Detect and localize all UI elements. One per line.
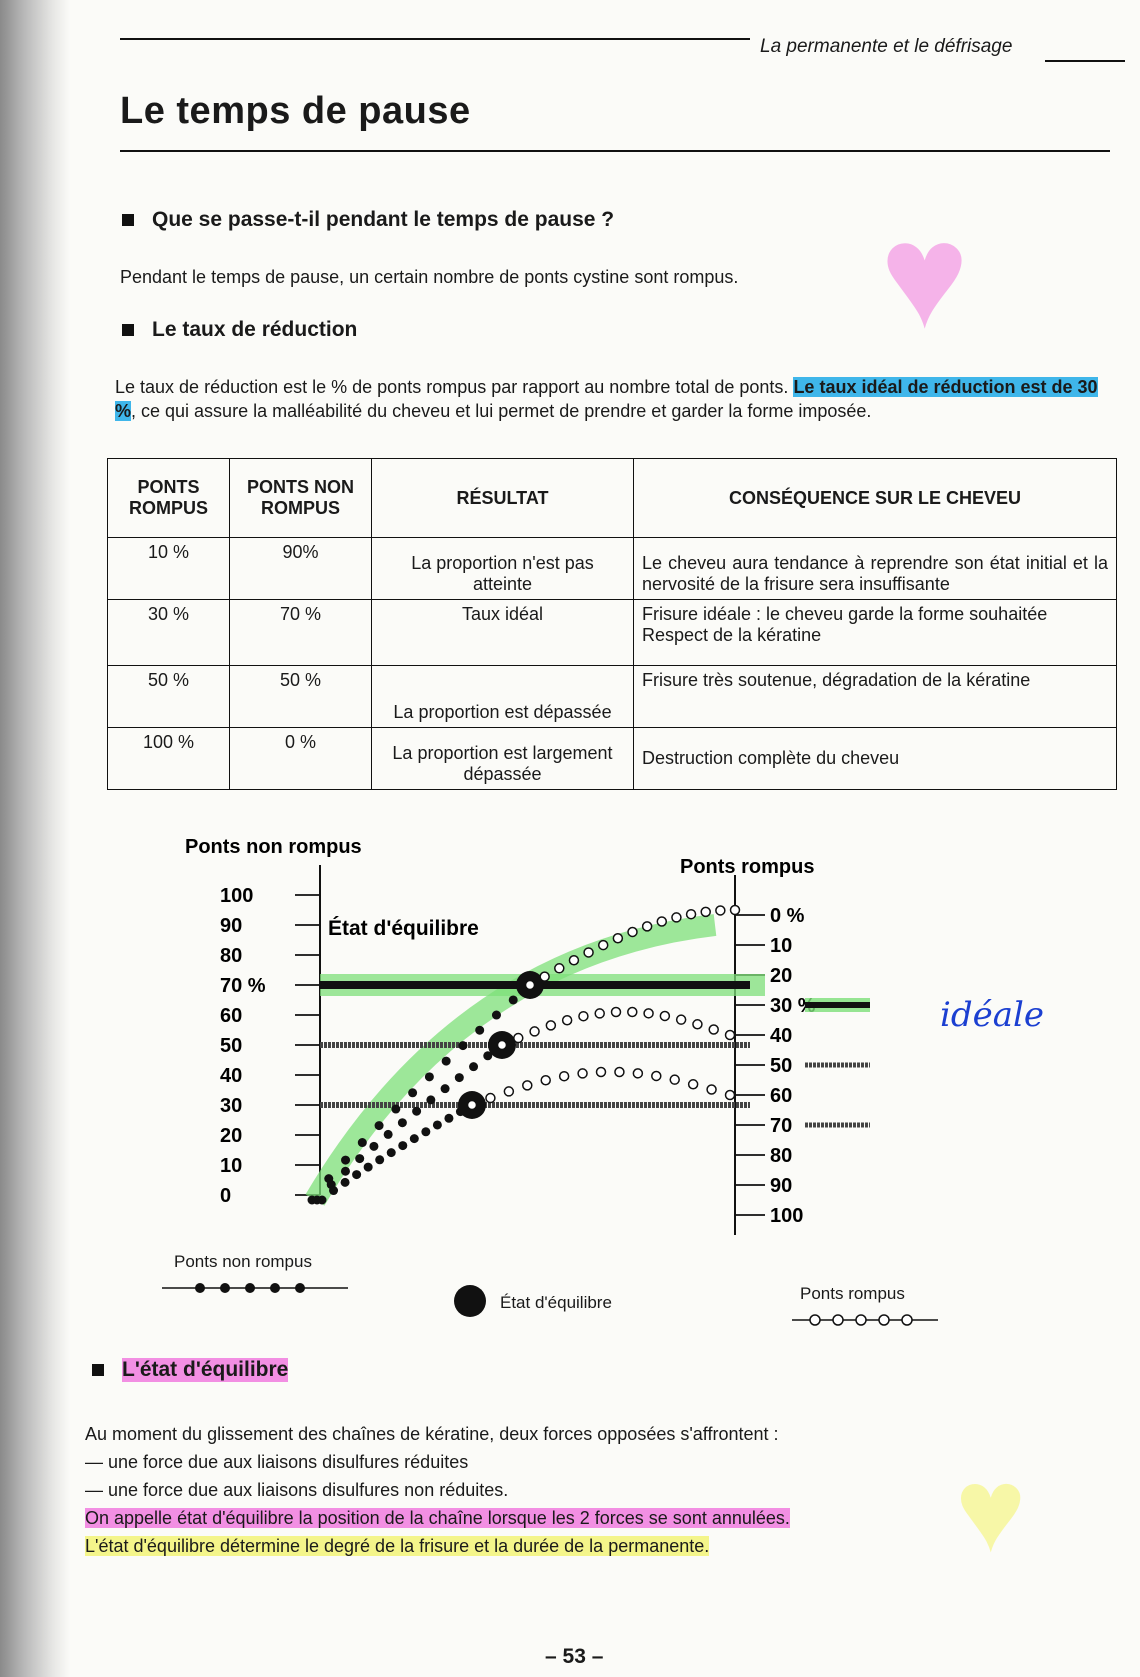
rompus-point — [687, 910, 696, 919]
rompus-point — [560, 1072, 569, 1081]
non-rompus-point — [441, 1084, 450, 1093]
rompus-point — [726, 1031, 735, 1040]
rompus-point — [657, 917, 666, 926]
rompus-point — [709, 1025, 718, 1034]
left-tick-label: 20 — [220, 1125, 243, 1147]
cell-non-rompus: 70 % — [230, 600, 372, 666]
section3-line-highlight: L'état d'équilibre détermine le degré de la frisure et la durée de la permanente. — [85, 1536, 710, 1556]
left-tick-label: 100 — [220, 885, 254, 907]
non-rompus-point — [364, 1163, 373, 1172]
non-rompus-point — [444, 1114, 453, 1123]
non-rompus-point — [341, 1167, 350, 1176]
non-rompus-point — [442, 1057, 451, 1066]
rompus-point — [693, 1020, 702, 1029]
non-rompus-point — [425, 1072, 434, 1081]
cell-rompus: 100 % — [108, 728, 230, 790]
non-rompus-point — [384, 1130, 393, 1139]
rompus-point — [660, 1011, 669, 1020]
chart-plot — [220, 865, 870, 1235]
rompus-point — [612, 1008, 621, 1017]
non-rompus-point — [421, 1127, 430, 1136]
right-tick-label: 70 — [770, 1115, 793, 1137]
rompus-point — [628, 1007, 637, 1016]
page-number: – 53 – — [545, 1645, 604, 1668]
non-rompus-point — [341, 1156, 350, 1165]
left-axis-label: Ponts non rompus — [185, 836, 362, 858]
non-rompus-point — [318, 1196, 327, 1205]
inner-label: État d'équilibre — [328, 917, 479, 940]
col-ponts-non-rompus: PONTS NON ROMPUS — [230, 459, 372, 538]
rompus-point — [689, 1080, 698, 1089]
non-rompus-point — [412, 1107, 421, 1116]
rompus-point — [643, 922, 652, 931]
rompus-point — [595, 1009, 604, 1018]
rompus-point — [615, 1067, 624, 1076]
section1-heading — [122, 208, 614, 232]
rompus-point — [613, 934, 622, 943]
section3-text — [85, 1420, 1085, 1560]
table-row — [108, 728, 1117, 790]
legend-non-rompus-swatch — [160, 1276, 350, 1300]
legend-equilibre-swatch — [452, 1283, 488, 1319]
left-tick-label: 60 — [220, 1005, 243, 1027]
rompus-point — [546, 1021, 555, 1030]
left-tick-label: 10 — [220, 1155, 243, 1177]
section3-line: Au moment du glissement des chaînes de kératine, deux forces opposées s'affrontent : — [85, 1424, 779, 1444]
rompus-point — [468, 1101, 477, 1110]
left-tick-label: 0 — [220, 1185, 232, 1207]
header-rule — [120, 38, 750, 40]
rompus-point — [628, 927, 637, 936]
rompus-point — [716, 906, 725, 915]
table-row — [108, 538, 1117, 600]
cell-resultat: La proportion n'est pas atteinte — [372, 538, 634, 600]
right-tick-label: 80 — [770, 1145, 793, 1167]
page-title: Le temps de pause — [120, 90, 471, 132]
cell-resultat: La proportion est largement dépassée — [372, 728, 634, 790]
right-tick-label: 20 — [770, 965, 793, 987]
non-rompus-point — [458, 1041, 467, 1050]
right-tick-label: 60 — [770, 1085, 793, 1107]
cell-consequence: Frisure très soutenue, dégradation de la kératine — [634, 666, 1117, 728]
pink-heart-icon: ♥ — [880, 191, 970, 359]
col-resultat: RÉSULTAT — [372, 459, 634, 538]
section1-heading-text: Que se passe-t-il pendant le temps de pause ? — [152, 208, 615, 231]
non-rompus-point — [358, 1138, 367, 1147]
non-rompus-point — [355, 1154, 364, 1163]
table-header-row — [108, 459, 1117, 538]
cell-non-rompus: 0 % — [230, 728, 372, 790]
non-rompus-point — [398, 1118, 407, 1127]
rompus-point — [555, 964, 564, 973]
non-rompus-point — [469, 1062, 478, 1071]
right-tick-label: 10 — [770, 935, 793, 957]
header-rule-right — [1045, 60, 1125, 62]
rompus-point — [597, 1068, 606, 1077]
non-rompus-point — [408, 1088, 417, 1097]
bullet-square-icon — [122, 214, 134, 226]
right-tick-label: 90 — [770, 1175, 793, 1197]
rompus-point — [731, 906, 740, 915]
rompus-point — [633, 1069, 642, 1078]
section3-line: — une force due aux liaisons disulfures réduites — [85, 1452, 469, 1472]
non-rompus-point — [387, 1148, 396, 1157]
non-rompus-point — [391, 1105, 400, 1114]
section3-heading — [92, 1358, 288, 1382]
cell-consequence: Destruction complète du cheveu — [634, 728, 1117, 790]
section2-heading-text: Le taux de réduction — [152, 318, 358, 341]
rompus-point — [701, 907, 710, 916]
non-rompus-point — [352, 1170, 361, 1179]
legend-equilibre-label: État d'équilibre — [500, 1293, 612, 1312]
section2-text-b: , ce qui assure la malléabilité du cheveu et lui permet de prendre et garder la forme imposée. — [131, 401, 872, 421]
section2-text-a: Le taux de réduction est le % de ponts rompus par rapport au nombre total de ponts. — [115, 377, 789, 397]
running-head: La permanente et le défrisage — [760, 36, 1013, 57]
rompus-point — [569, 956, 578, 965]
section2-heading — [122, 318, 357, 342]
non-rompus-point — [329, 1186, 338, 1195]
table-row — [108, 600, 1117, 666]
yellow-heart-icon: ♥ — [955, 1443, 1027, 1577]
non-rompus-point — [375, 1155, 384, 1164]
bullet-square-icon — [122, 324, 134, 336]
non-rompus-point — [410, 1134, 419, 1143]
cell-consequence: Frisure idéale : le cheveu garde la forme souhaitée Respect de la kératine — [634, 600, 1117, 666]
right-tick-label: 40 — [770, 1025, 793, 1047]
rompus-point — [523, 1081, 532, 1090]
scan-margin-shadow — [0, 0, 70, 1677]
non-rompus-point — [341, 1178, 350, 1187]
rompus-point — [498, 1041, 507, 1050]
rompus-point — [530, 1027, 539, 1036]
rompus-point — [579, 1012, 588, 1021]
section1-text: Pendant le temps de pause, un certain nombre de ponts cystine sont rompus. — [120, 267, 739, 287]
right-tick-label: 100 — [770, 1205, 804, 1227]
rompus-point — [514, 1034, 523, 1043]
reduction-table — [107, 458, 1117, 790]
section2-highlight: Le taux idéal de réduction est de 30 % — [115, 377, 1098, 421]
non-rompus-point — [492, 1011, 501, 1020]
left-tick-label: 80 — [220, 945, 243, 967]
cell-rompus: 30 % — [108, 600, 230, 666]
non-rompus-point — [455, 1073, 464, 1082]
non-rompus-point — [375, 1121, 384, 1130]
left-tick-label: 30 — [220, 1095, 243, 1117]
table-row — [108, 666, 1117, 728]
non-rompus-point — [433, 1120, 442, 1129]
non-rompus-point — [475, 1026, 484, 1035]
curve-highlight — [315, 925, 715, 1200]
cell-consequence: Le cheveu aura tendance à reprendre son état initial et la nervosité de la frisure sera insuffisante — [634, 538, 1117, 600]
cell-non-rompus: 90% — [230, 538, 372, 600]
rompus-point — [504, 1087, 513, 1096]
section3-heading-text: L'état d'équilibre — [122, 1358, 289, 1381]
section2-text — [115, 375, 1120, 423]
cell-non-rompus: 50 % — [230, 666, 372, 728]
cell-rompus: 50 % — [108, 666, 230, 728]
rompus-point — [652, 1071, 661, 1080]
rompus-point — [672, 913, 681, 922]
left-tick-label: 40 — [220, 1065, 243, 1087]
annotation-ideale: idéale — [940, 995, 1045, 1035]
rompus-point — [726, 1091, 735, 1100]
rompus-point — [670, 1075, 679, 1084]
left-tick-label: 70 % — [220, 975, 266, 997]
rompus-point — [677, 1015, 686, 1024]
rompus-point — [578, 1069, 587, 1078]
rompus-point — [644, 1009, 653, 1018]
rompus-point — [486, 1094, 495, 1103]
rompus-point — [563, 1016, 572, 1025]
cell-rompus: 10 % — [108, 538, 230, 600]
non-rompus-point — [398, 1141, 407, 1150]
title-rule — [120, 150, 1110, 152]
section3-line: — une force due aux liaisons disulfures non réduites. — [85, 1480, 509, 1500]
right-axis-label: Ponts rompus — [680, 856, 815, 878]
legend-non-rompus-label: Ponts non rompus — [174, 1252, 312, 1271]
rompus-point — [541, 1076, 550, 1085]
col-ponts-rompus: PONTS ROMPUS — [108, 459, 230, 538]
rompus-point — [707, 1085, 716, 1094]
rompus-point — [540, 972, 549, 981]
rompus-point — [599, 941, 608, 950]
legend-rompus-label: Ponts rompus — [800, 1284, 905, 1303]
left-tick-label: 50 — [220, 1035, 243, 1057]
non-rompus-point — [426, 1095, 435, 1104]
right-tick-label: 30 % — [770, 995, 816, 1017]
bullet-square-icon — [92, 1364, 104, 1376]
cell-resultat: La proportion est dépassée — [372, 666, 634, 728]
right-tick-label: 50 — [770, 1055, 793, 1077]
rompus-point — [584, 948, 593, 957]
col-consequence: CONSÉQUENCE SUR LE CHEVEU — [634, 459, 1117, 538]
left-tick-label: 90 — [220, 915, 243, 937]
right-tick-label: 0 % — [770, 905, 805, 927]
non-rompus-point — [369, 1142, 378, 1151]
legend-rompus-swatch — [790, 1308, 940, 1332]
non-rompus-point — [509, 995, 518, 1004]
section3-line-highlight: On appelle état d'équilibre la position de la chaîne lorsque les 2 forces se sont annulées. — [85, 1508, 790, 1528]
rompus-point — [526, 981, 535, 990]
cell-resultat: Taux idéal — [372, 600, 634, 666]
